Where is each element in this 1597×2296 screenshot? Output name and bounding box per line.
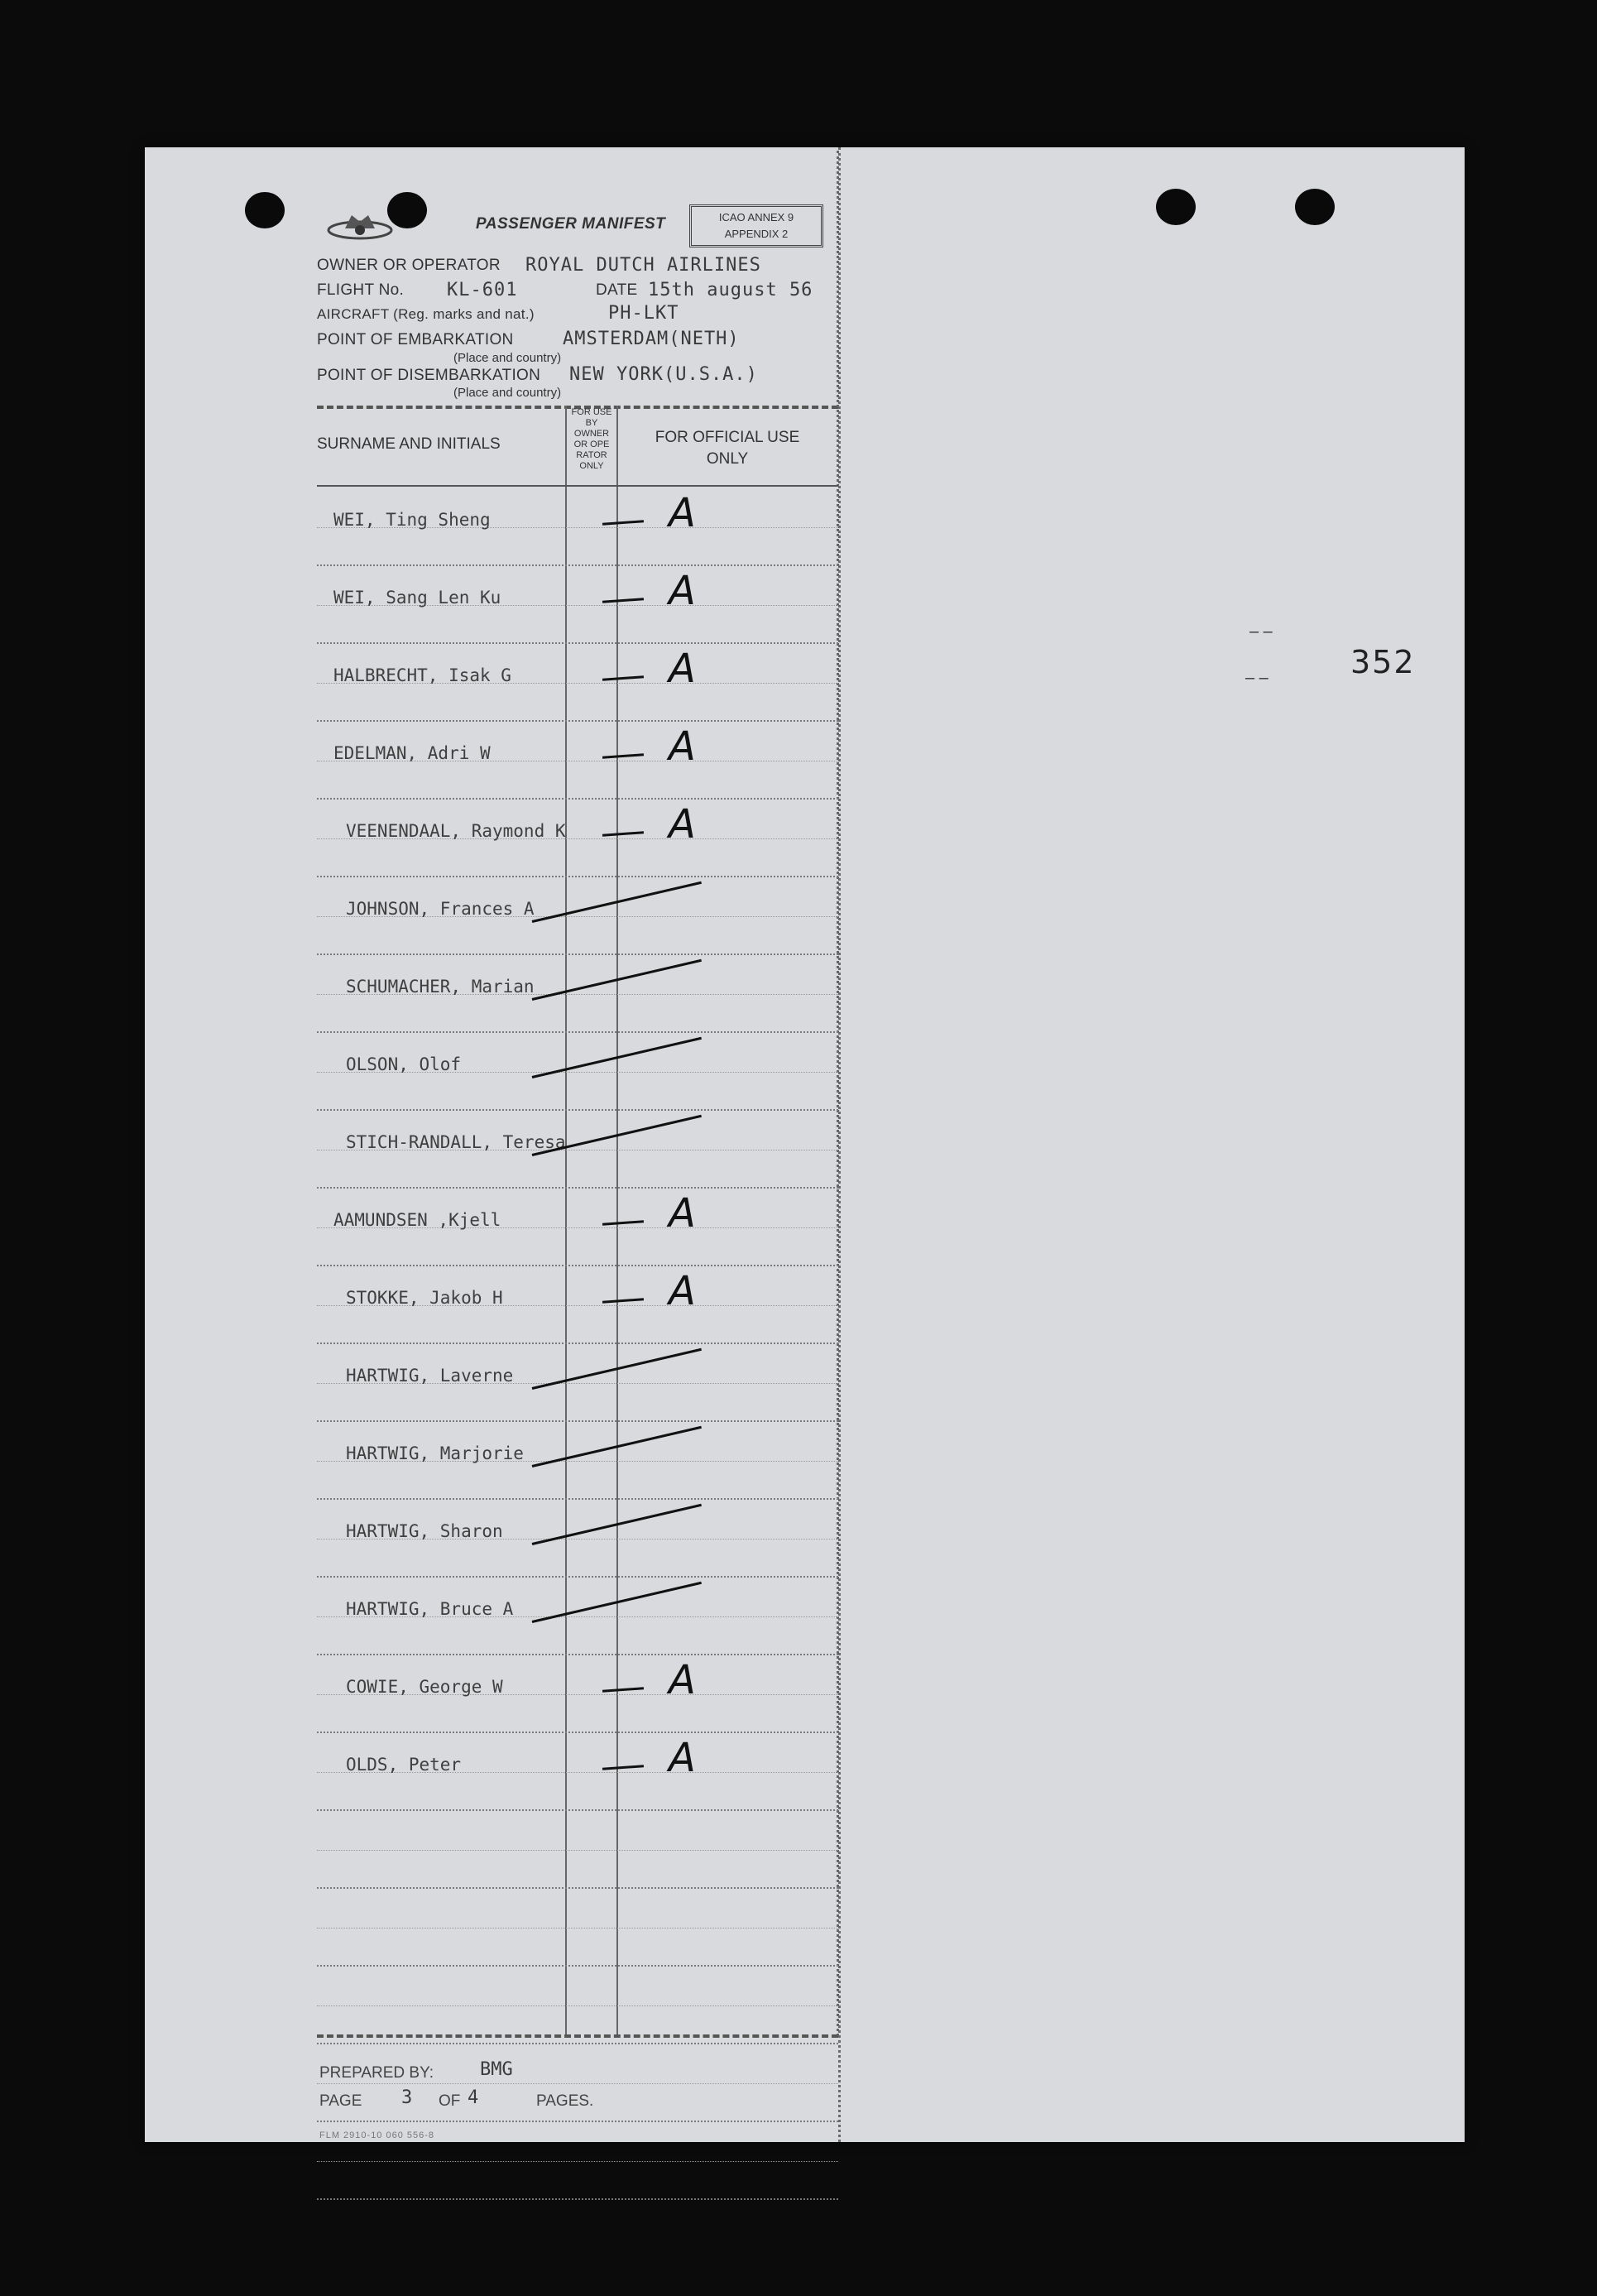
punch-hole xyxy=(245,192,285,228)
aircraft-label: AIRCRAFT (Reg. marks and nat.) xyxy=(317,306,535,322)
check-dash xyxy=(602,831,644,836)
row-rule xyxy=(317,2043,838,2044)
embarkation-label: POINT OF EMBARKATION xyxy=(317,331,514,348)
column-divider xyxy=(565,406,567,2036)
stamp-number: 352 xyxy=(1350,644,1416,680)
passenger-name: EDELMAN, Adri W xyxy=(333,743,491,763)
form-fine-print: FLM 2910-10 060 556-8 xyxy=(319,2130,435,2140)
row-rule xyxy=(317,1965,838,1967)
passenger-name: STICH-RANDALL, Teresa xyxy=(346,1132,566,1152)
passenger-name: JOHNSON, Frances A xyxy=(346,899,535,919)
row-rule xyxy=(317,953,838,955)
aircraft-value: PH-LKT xyxy=(608,303,679,324)
disembarkation-value: NEW YORK(U.S.A.) xyxy=(569,364,758,385)
passenger-name: AAMUNDSEN ,Kjell xyxy=(333,1210,501,1230)
row-rule xyxy=(317,1031,838,1033)
row-rule xyxy=(317,1732,838,1733)
page-label: PAGE xyxy=(319,2092,362,2110)
passenger-name: OLDS, Peter xyxy=(346,1755,462,1775)
passenger-name: OLSON, Olof xyxy=(346,1054,462,1074)
row-rule xyxy=(317,798,838,800)
row-rule xyxy=(317,1928,838,1929)
column-divider xyxy=(616,406,618,2036)
row-rule xyxy=(317,642,838,644)
check-dash xyxy=(602,1765,644,1770)
airline-crown-logo-icon xyxy=(327,207,393,248)
check-dash xyxy=(602,1298,644,1303)
icao-annex: ICAO ANNEX 9 xyxy=(718,211,794,223)
passenger-name: SCHUMACHER, Marian xyxy=(346,977,535,997)
passenger-name: VEENENDAAL, Raymond K xyxy=(346,821,566,841)
admitted-mark: A xyxy=(669,646,696,692)
check-dash xyxy=(602,520,644,525)
row-rule xyxy=(317,1498,838,1500)
admitted-mark: A xyxy=(669,801,696,848)
row-rule xyxy=(317,1887,838,1889)
row-rule xyxy=(317,2005,838,2006)
row-rule xyxy=(317,1109,838,1111)
punch-hole xyxy=(1295,189,1335,225)
row-rule xyxy=(317,1420,838,1422)
check-dash xyxy=(602,675,644,680)
date-label: DATE xyxy=(596,281,638,299)
row-rule xyxy=(317,876,838,877)
of-label: OF xyxy=(439,2092,461,2110)
owner-value: ROYAL DUTCH AIRLINES xyxy=(525,255,761,276)
passenger-name: WEI, Ting Sheng xyxy=(333,510,491,530)
pages-label: PAGES. xyxy=(536,2092,594,2110)
passenger-name: HARTWIG, Laverne xyxy=(346,1366,514,1386)
flight-value: KL-601 xyxy=(447,280,518,300)
row-rule xyxy=(317,1576,838,1578)
icao-reference-box xyxy=(689,204,823,247)
icao-appendix: APPENDIX 2 xyxy=(724,228,789,240)
check-dash xyxy=(602,1220,644,1225)
punch-hole xyxy=(387,192,427,228)
passenger-table xyxy=(317,406,838,2044)
row-rule xyxy=(317,1850,838,1851)
row-rule xyxy=(317,1187,838,1189)
row-rule xyxy=(317,1809,838,1811)
row-rule xyxy=(317,2121,838,2122)
embarkation-sublabel: (Place and country) xyxy=(453,351,562,365)
admitted-mark: A xyxy=(669,723,696,770)
row-rule xyxy=(317,2083,838,2084)
embarkation-value: AMSTERDAM(NETH) xyxy=(563,329,740,349)
prepared-by-value: BMG xyxy=(480,2059,513,2080)
row-rule xyxy=(317,2161,838,2162)
admitted-mark: A xyxy=(669,1268,696,1314)
admitted-mark: A xyxy=(669,568,696,614)
admitted-mark: A xyxy=(669,1657,696,1703)
row-rule xyxy=(317,1654,838,1655)
column-divider xyxy=(837,151,839,2036)
row-rule xyxy=(317,2198,838,2200)
col-header-surname: SURNAME AND INITIALS xyxy=(317,435,501,453)
flight-label: FLIGHT No. xyxy=(317,281,405,299)
disembarkation-label: POINT OF DISEMBARKATION xyxy=(317,367,541,384)
passenger-name: HARTWIG, Sharon xyxy=(346,1521,503,1541)
col-header-owner-use: FOR USE BY OWNER OR OPE RATOR ONLY xyxy=(571,407,612,471)
date-value: 15th august 56 xyxy=(648,280,813,300)
admitted-mark: A xyxy=(669,1190,696,1237)
check-dash xyxy=(602,1687,644,1692)
owner-label: OWNER OR OPERATOR xyxy=(317,257,501,274)
passenger-name: COWIE, George W xyxy=(346,1677,503,1697)
row-rule xyxy=(317,1343,838,1344)
of-value: 4 xyxy=(468,2087,479,2108)
table-header-rule xyxy=(317,485,838,487)
dash-marks: – – xyxy=(1245,669,1268,687)
passenger-name: STOKKE, Jakob H xyxy=(346,1288,503,1308)
form-title: PASSENGER MANIFEST xyxy=(476,215,666,233)
passenger-name: WEI, Sang Len Ku xyxy=(333,588,501,608)
disembarkation-sublabel: (Place and country) xyxy=(453,386,562,400)
row-rule xyxy=(317,720,838,722)
admitted-mark: A xyxy=(669,490,696,536)
col-header-official-use: FOR OFFICIAL USE ONLY xyxy=(655,429,800,468)
passenger-name: HARTWIG, Marjorie xyxy=(346,1443,524,1463)
admitted-mark: A xyxy=(669,1735,696,1781)
page-value: 3 xyxy=(401,2087,413,2108)
check-dash xyxy=(602,753,644,758)
row-rule xyxy=(317,1265,838,1266)
passenger-name: HALBRECHT, Isak G xyxy=(333,665,511,685)
prepared-by-label: PREPARED BY: xyxy=(319,2064,434,2082)
passenger-name: HARTWIG, Bruce A xyxy=(346,1599,514,1619)
check-dash xyxy=(602,598,644,603)
dash-marks: – – xyxy=(1249,622,1273,641)
row-rule xyxy=(317,564,838,566)
table-bottom-rule xyxy=(317,2034,838,2038)
punch-hole xyxy=(1156,189,1196,225)
